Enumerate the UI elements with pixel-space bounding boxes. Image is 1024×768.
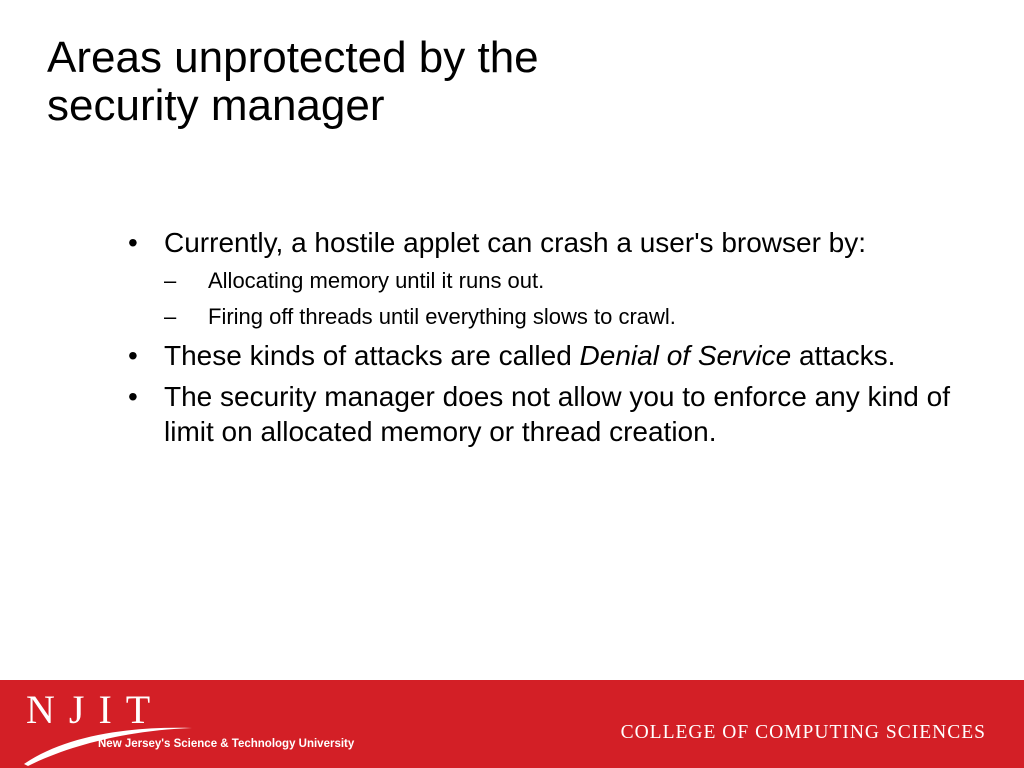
sub-bullet-marker: – <box>164 304 177 329</box>
bullet-item <box>128 379 988 449</box>
slide-title-line-1: Areas unprotected by the <box>47 33 539 82</box>
college-name: COLLEGE OF COMPUTING SCIENCES <box>620 722 986 743</box>
sub-bullet-text: Firing off threads until everything slows to crawl. <box>208 304 676 329</box>
sub-bullet-list <box>128 266 988 332</box>
sub-bullet-item <box>128 302 988 332</box>
bullet-marker: • <box>128 381 138 412</box>
bullet-text: The security manager does not allow you to enforce any kind of limit on allocated memory or thread creation. <box>164 381 950 447</box>
logo-wordmark: NJIT <box>26 687 165 732</box>
sub-bullet-item <box>128 266 988 296</box>
bullet-text-after: attacks. <box>791 340 896 371</box>
bullet-marker: • <box>128 340 138 371</box>
bullet-text: Currently, a hostile applet can crash a user's browser by: <box>164 227 867 258</box>
sub-bullet-marker: – <box>164 268 177 293</box>
logo-tagline: New Jersey's Science & Technology University <box>98 738 355 750</box>
njit-logo <box>22 688 382 766</box>
bullet-marker: • <box>128 227 138 258</box>
bullet-text-before: These kinds of attacks are called <box>164 340 580 371</box>
sub-bullet-text: Allocating memory until it runs out. <box>208 268 545 293</box>
slide-title-line-2: security manager <box>47 81 385 130</box>
footer-bar <box>0 680 1024 768</box>
bullet-item <box>128 338 988 373</box>
slide-title <box>47 34 707 130</box>
bullet-list <box>128 225 988 455</box>
bullet-emphasis: Denial of Service <box>579 340 792 371</box>
bullet-item <box>128 225 988 260</box>
